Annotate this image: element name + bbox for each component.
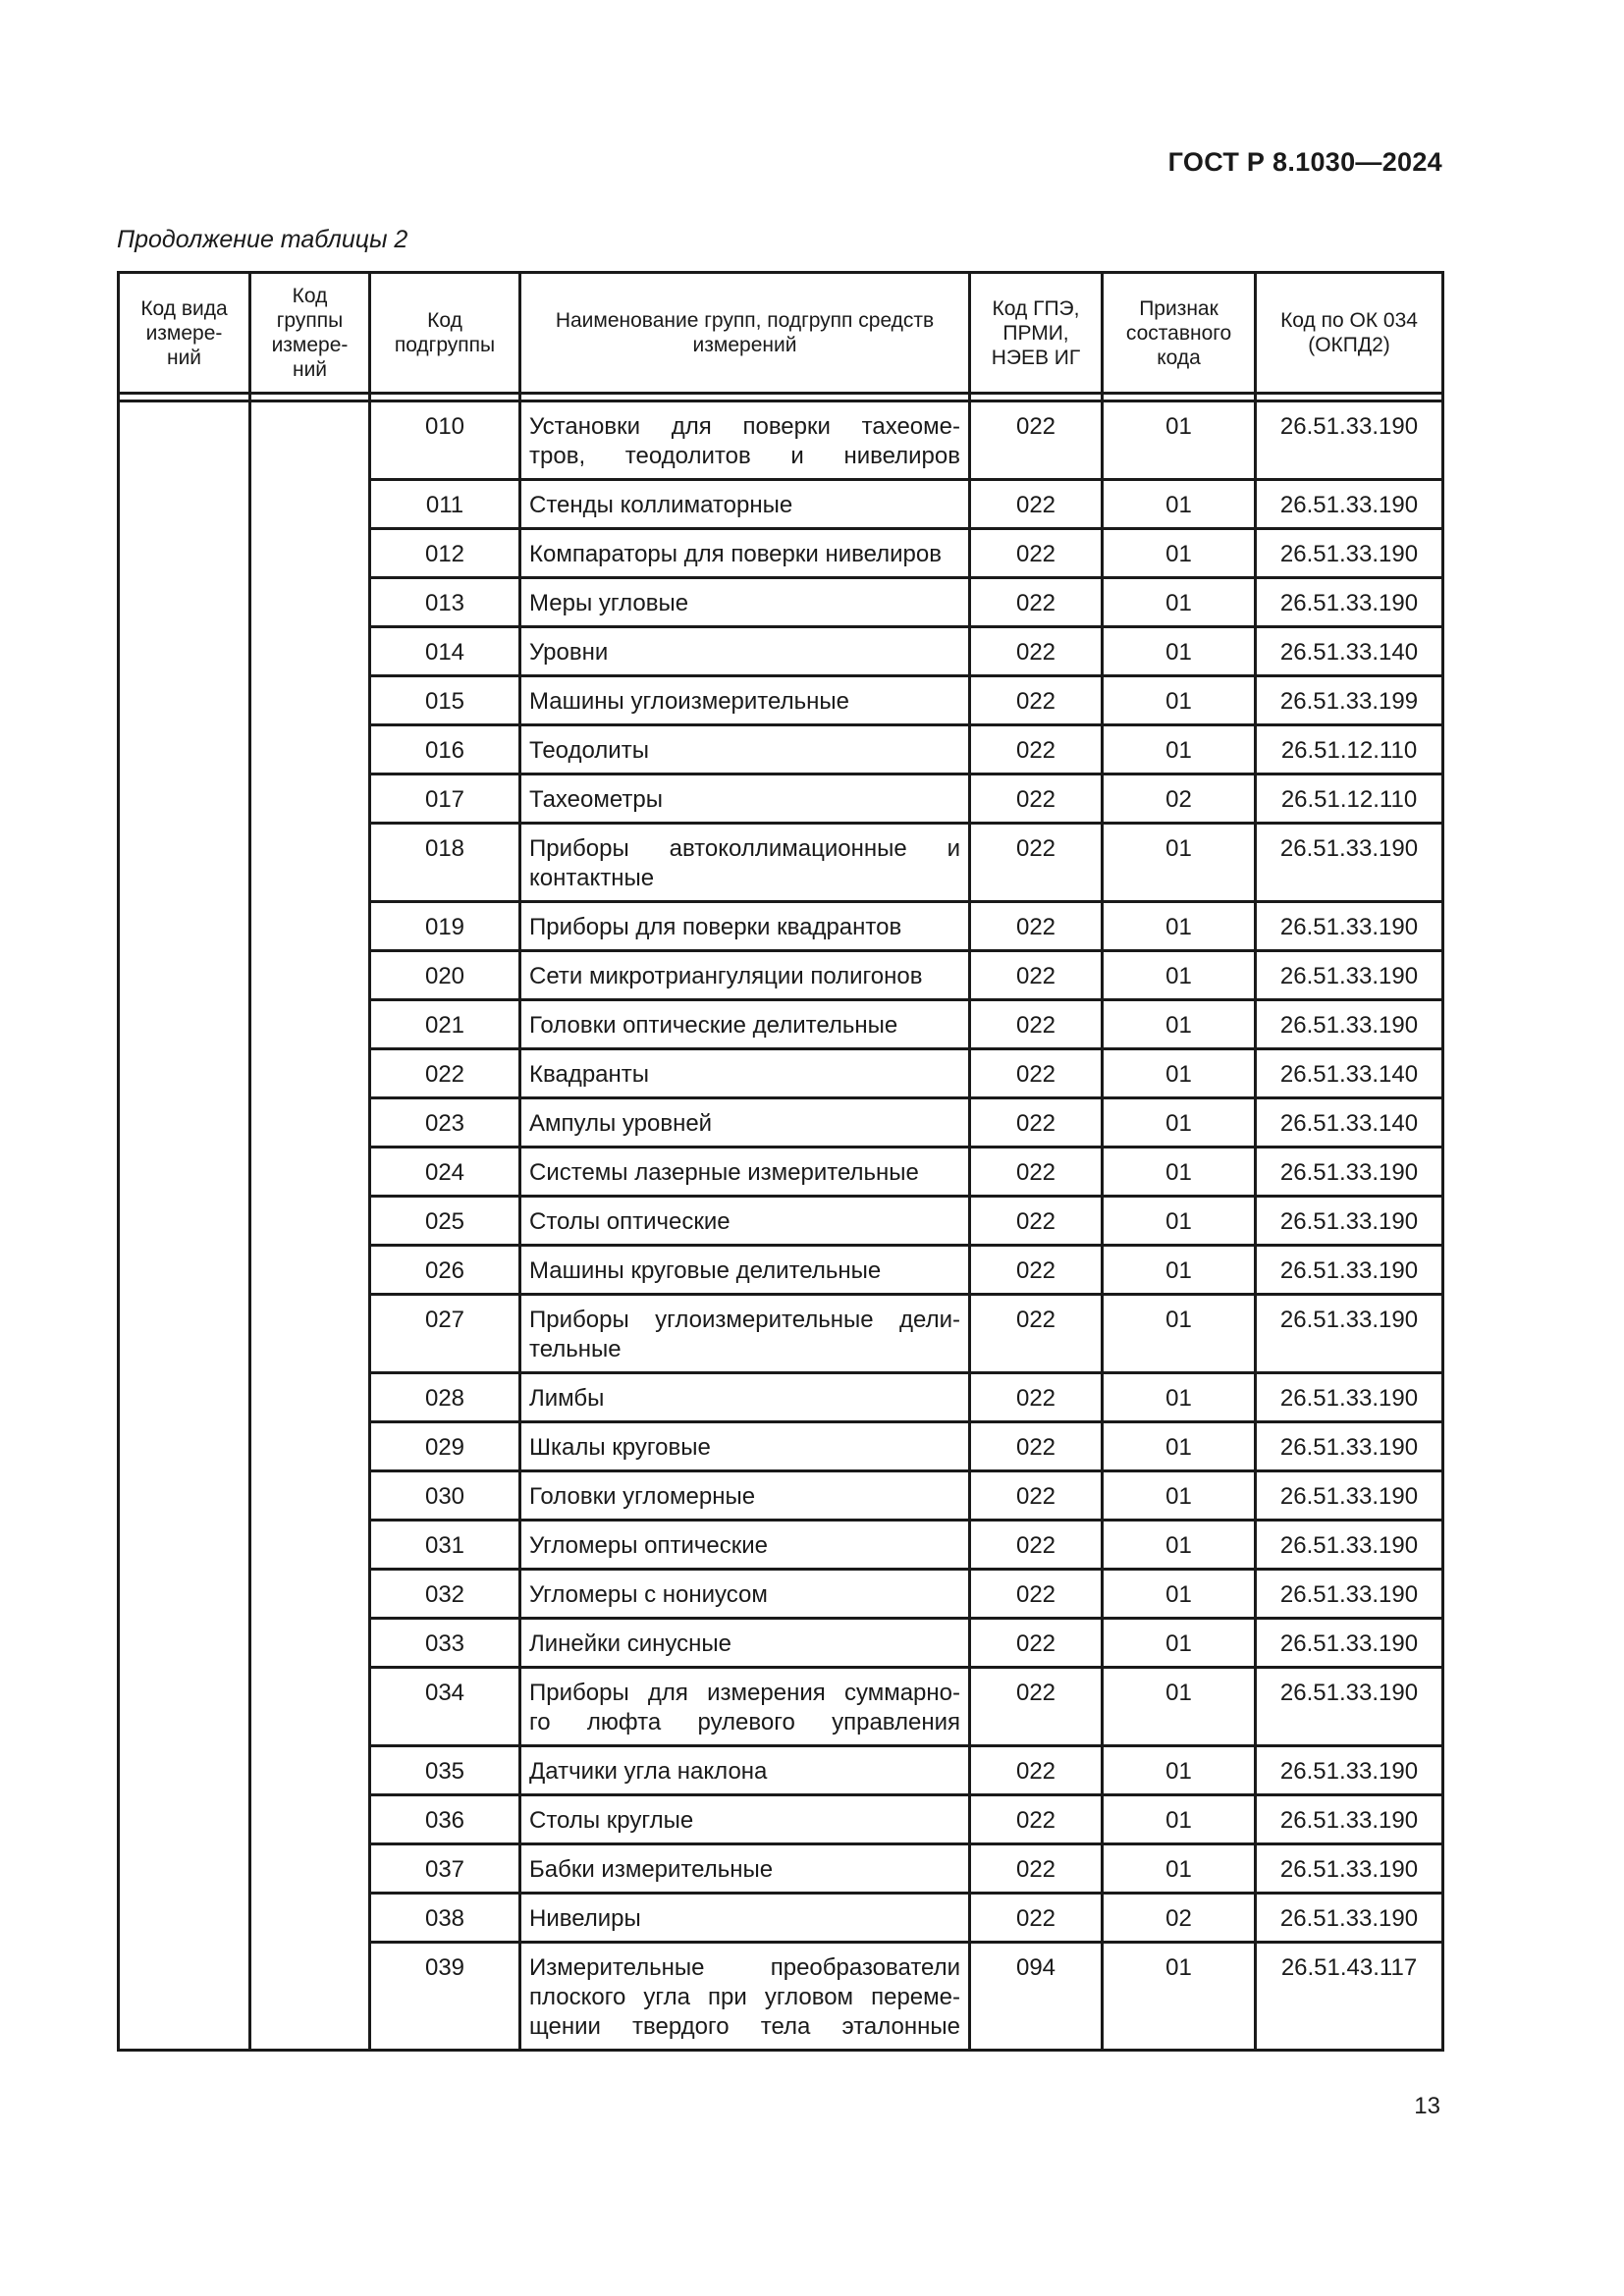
table-row: [119, 401, 1443, 480]
okpd2-code-cell: 26.51.33.190: [1256, 1894, 1443, 1943]
composite-sign-cell: 01: [1103, 480, 1256, 529]
okpd2-code-cell: 26.51.33.140: [1256, 627, 1443, 676]
gpe-code-cell: 022: [970, 1148, 1103, 1197]
gpe-code-cell: 022: [970, 480, 1103, 529]
subgroup-code-cell: 038: [370, 1894, 520, 1943]
name-cell: Стенды коллиматорные: [520, 480, 970, 529]
okpd2-code-cell: 26.51.33.190: [1256, 824, 1443, 902]
okpd2-code-cell: 26.51.33.190: [1256, 480, 1443, 529]
okpd2-code-cell: 26.51.33.190: [1256, 1246, 1443, 1295]
composite-sign-cell: 01: [1103, 1746, 1256, 1795]
name-cell: Машины круговые делительные: [520, 1246, 970, 1295]
okpd2-code-cell: 26.51.33.190: [1256, 1295, 1443, 1373]
name-cell: Приборы для измерения суммарно- го люфта рулевого управления: [520, 1668, 970, 1746]
subgroup-code-cell: 014: [370, 627, 520, 676]
subgroup-code-cell: 033: [370, 1619, 520, 1668]
okpd2-code-cell: 26.51.12.110: [1256, 774, 1443, 824]
table-header-row: [119, 273, 1443, 394]
gpe-code-cell: 022: [970, 1746, 1103, 1795]
subgroup-code-cell: 027: [370, 1295, 520, 1373]
subgroup-code-cell: 012: [370, 529, 520, 578]
subgroup-code-cell: 036: [370, 1795, 520, 1844]
subgroup-code-cell: 018: [370, 824, 520, 902]
okpd2-code-cell: 26.51.33.199: [1256, 676, 1443, 725]
name-cell: Квадранты: [520, 1049, 970, 1098]
table-body: [119, 401, 1443, 2051]
okpd2-code-cell: 26.51.33.190: [1256, 1197, 1443, 1246]
name-cell: Приборы углоизмерительные дели- тельные: [520, 1295, 970, 1373]
gpe-code-cell: 022: [970, 1000, 1103, 1049]
column-header-gpe-code: Код ГПЭ, ПРМИ, НЭЕВ ИГ: [970, 273, 1103, 394]
subgroup-code-cell: 011: [370, 480, 520, 529]
okpd2-code-cell: 26.51.33.190: [1256, 1844, 1443, 1894]
page-number: 13: [1414, 2093, 1440, 2119]
subgroup-code-cell: 017: [370, 774, 520, 824]
subgroup-code-cell: 019: [370, 902, 520, 951]
composite-sign-cell: 02: [1103, 774, 1256, 824]
composite-sign-cell: 01: [1103, 1422, 1256, 1471]
name-cell: Приборы для поверки квадрантов: [520, 902, 970, 951]
subgroup-code-cell: 035: [370, 1746, 520, 1795]
gpe-code-cell: 022: [970, 951, 1103, 1000]
name-cell: Угломеры с нониусом: [520, 1570, 970, 1619]
subgroup-code-cell: 030: [370, 1471, 520, 1521]
okpd2-code-cell: 26.51.33.190: [1256, 1570, 1443, 1619]
gpe-code-cell: 094: [970, 1943, 1103, 2051]
gpe-code-cell: 022: [970, 902, 1103, 951]
okpd2-code-cell: 26.51.33.140: [1256, 1098, 1443, 1148]
gpe-code-cell: 022: [970, 401, 1103, 480]
okpd2-code-cell: 26.51.33.190: [1256, 1000, 1443, 1049]
composite-sign-cell: 01: [1103, 1619, 1256, 1668]
composite-sign-cell: 01: [1103, 1295, 1256, 1373]
composite-sign-cell: 01: [1103, 1570, 1256, 1619]
composite-sign-cell: 01: [1103, 1795, 1256, 1844]
okpd2-code-cell: 26.51.43.117: [1256, 1943, 1443, 2051]
name-cell: Меры угловые: [520, 578, 970, 627]
name-cell: Шкалы круговые: [520, 1422, 970, 1471]
composite-sign-cell: 01: [1103, 1373, 1256, 1422]
name-cell: Ампулы уровней: [520, 1098, 970, 1148]
subgroup-code-cell: 010: [370, 401, 520, 480]
name-cell: Столы оптические: [520, 1197, 970, 1246]
okpd2-code-cell: 26.51.33.190: [1256, 951, 1443, 1000]
composite-sign-cell: 01: [1103, 1098, 1256, 1148]
header-separator-row: [119, 394, 1443, 401]
okpd2-code-cell: 26.51.12.110: [1256, 725, 1443, 774]
name-cell: Тахеометры: [520, 774, 970, 824]
gpe-code-cell: 022: [970, 1570, 1103, 1619]
name-cell: Головки оптические делительные: [520, 1000, 970, 1049]
gpe-code-cell: 022: [970, 1619, 1103, 1668]
okpd2-code-cell: 26.51.33.190: [1256, 1668, 1443, 1746]
gpe-code-cell: 022: [970, 1668, 1103, 1746]
subgroup-code-cell: 016: [370, 725, 520, 774]
gpe-code-cell: 022: [970, 725, 1103, 774]
gpe-code-cell: 022: [970, 1471, 1103, 1521]
composite-sign-cell: 01: [1103, 1844, 1256, 1894]
gpe-code-cell: 022: [970, 1894, 1103, 1943]
gpe-code-cell: 022: [970, 1795, 1103, 1844]
okpd2-code-cell: 26.51.33.190: [1256, 1619, 1443, 1668]
okpd2-code-cell: 26.51.33.190: [1256, 1148, 1443, 1197]
okpd2-code-cell: 26.51.33.190: [1256, 1471, 1443, 1521]
subgroup-code-cell: 029: [370, 1422, 520, 1471]
gpe-code-cell: 022: [970, 1521, 1103, 1570]
name-cell: Приборы автоколлимационные и контактные: [520, 824, 970, 902]
subgroup-code-cell: 031: [370, 1521, 520, 1570]
name-cell: Головки угломерные: [520, 1471, 970, 1521]
okpd2-code-cell: 26.51.33.190: [1256, 401, 1443, 480]
name-cell: Сети микротриангуляции полигонов: [520, 951, 970, 1000]
gpe-code-cell: 022: [970, 1197, 1103, 1246]
okpd2-code-cell: 26.51.33.190: [1256, 1521, 1443, 1570]
composite-sign-cell: 01: [1103, 725, 1256, 774]
subgroup-code-cell: 032: [370, 1570, 520, 1619]
composite-sign-cell: 01: [1103, 676, 1256, 725]
okpd2-code-cell: 26.51.33.190: [1256, 1373, 1443, 1422]
composite-sign-cell: 01: [1103, 1668, 1256, 1746]
kind-code-cell: [119, 401, 250, 2051]
gpe-code-cell: 022: [970, 1844, 1103, 1894]
subgroup-code-cell: 023: [370, 1098, 520, 1148]
gpe-code-cell: 022: [970, 1373, 1103, 1422]
subgroup-code-cell: 026: [370, 1246, 520, 1295]
subgroup-code-cell: 013: [370, 578, 520, 627]
composite-sign-cell: 01: [1103, 627, 1256, 676]
okpd2-code-cell: 26.51.33.140: [1256, 1049, 1443, 1098]
document-code: ГОСТ Р 8.1030—2024: [1167, 147, 1442, 177]
composite-sign-cell: 01: [1103, 902, 1256, 951]
composite-sign-cell: 01: [1103, 401, 1256, 480]
name-cell: Угломеры оптические: [520, 1521, 970, 1570]
gpe-code-cell: 022: [970, 1049, 1103, 1098]
name-cell: Измерительные преобразователи плоского угла при угловом переме- щении твердого тела эталонные: [520, 1943, 970, 2051]
composite-sign-cell: 01: [1103, 1000, 1256, 1049]
gpe-code-cell: 022: [970, 1422, 1103, 1471]
gpe-code-cell: 022: [970, 627, 1103, 676]
column-header-group-code: Код группы измере- ний: [250, 273, 370, 394]
subgroup-code-cell: 025: [370, 1197, 520, 1246]
name-cell: Нивелиры: [520, 1894, 970, 1943]
column-header-subgroup-code: Код подгруппы: [370, 273, 520, 394]
gpe-code-cell: 022: [970, 1098, 1103, 1148]
measurement-groups-table: [117, 271, 1444, 2052]
name-cell: Установки для поверки тахеоме- тров, теодолитов и нивелиров: [520, 401, 970, 480]
composite-sign-cell: 01: [1103, 951, 1256, 1000]
name-cell: Системы лазерные измерительные: [520, 1148, 970, 1197]
column-header-name: Наименование групп, подгрупп средств измерений: [520, 273, 970, 394]
subgroup-code-cell: 039: [370, 1943, 520, 2051]
column-header-okpd2-code: Код по ОК 034 (ОКПД2): [1256, 273, 1443, 394]
okpd2-code-cell: 26.51.33.190: [1256, 529, 1443, 578]
composite-sign-cell: 01: [1103, 578, 1256, 627]
subgroup-code-cell: 021: [370, 1000, 520, 1049]
composite-sign-cell: 02: [1103, 1894, 1256, 1943]
table-caption: Продолжение таблицы 2: [117, 226, 408, 253]
gpe-code-cell: 022: [970, 1295, 1103, 1373]
gpe-code-cell: 022: [970, 578, 1103, 627]
okpd2-code-cell: 26.51.33.190: [1256, 1422, 1443, 1471]
okpd2-code-cell: 26.51.33.190: [1256, 578, 1443, 627]
name-cell: Компараторы для поверки нивелиров: [520, 529, 970, 578]
name-cell: Линейки синусные: [520, 1619, 970, 1668]
composite-sign-cell: 01: [1103, 1049, 1256, 1098]
name-cell: Столы круглые: [520, 1795, 970, 1844]
column-header-composite-sign: Признак составного кода: [1103, 273, 1256, 394]
composite-sign-cell: 01: [1103, 1521, 1256, 1570]
name-cell: Теодолиты: [520, 725, 970, 774]
name-cell: Машины углоизмерительные: [520, 676, 970, 725]
composite-sign-cell: 01: [1103, 1148, 1256, 1197]
gpe-code-cell: 022: [970, 1246, 1103, 1295]
subgroup-code-cell: 034: [370, 1668, 520, 1746]
subgroup-code-cell: 028: [370, 1373, 520, 1422]
gpe-code-cell: 022: [970, 774, 1103, 824]
subgroup-code-cell: 015: [370, 676, 520, 725]
subgroup-code-cell: 024: [370, 1148, 520, 1197]
name-cell: Бабки измерительные: [520, 1844, 970, 1894]
name-cell: Датчики угла наклона: [520, 1746, 970, 1795]
subgroup-code-cell: 037: [370, 1844, 520, 1894]
gpe-code-cell: 022: [970, 824, 1103, 902]
okpd2-code-cell: 26.51.33.190: [1256, 902, 1443, 951]
composite-sign-cell: 01: [1103, 1943, 1256, 2051]
composite-sign-cell: 01: [1103, 1246, 1256, 1295]
gpe-code-cell: 022: [970, 529, 1103, 578]
group-code-cell: [250, 401, 370, 2051]
composite-sign-cell: 01: [1103, 1471, 1256, 1521]
composite-sign-cell: 01: [1103, 1197, 1256, 1246]
subgroup-code-cell: 020: [370, 951, 520, 1000]
name-cell: Уровни: [520, 627, 970, 676]
okpd2-code-cell: 26.51.33.190: [1256, 1795, 1443, 1844]
gpe-code-cell: 022: [970, 676, 1103, 725]
name-cell: Лимбы: [520, 1373, 970, 1422]
composite-sign-cell: 01: [1103, 529, 1256, 578]
column-header-measurement-kind-code: Код вида измере- ний: [119, 273, 250, 394]
subgroup-code-cell: 022: [370, 1049, 520, 1098]
composite-sign-cell: 01: [1103, 824, 1256, 902]
okpd2-code-cell: 26.51.33.190: [1256, 1746, 1443, 1795]
